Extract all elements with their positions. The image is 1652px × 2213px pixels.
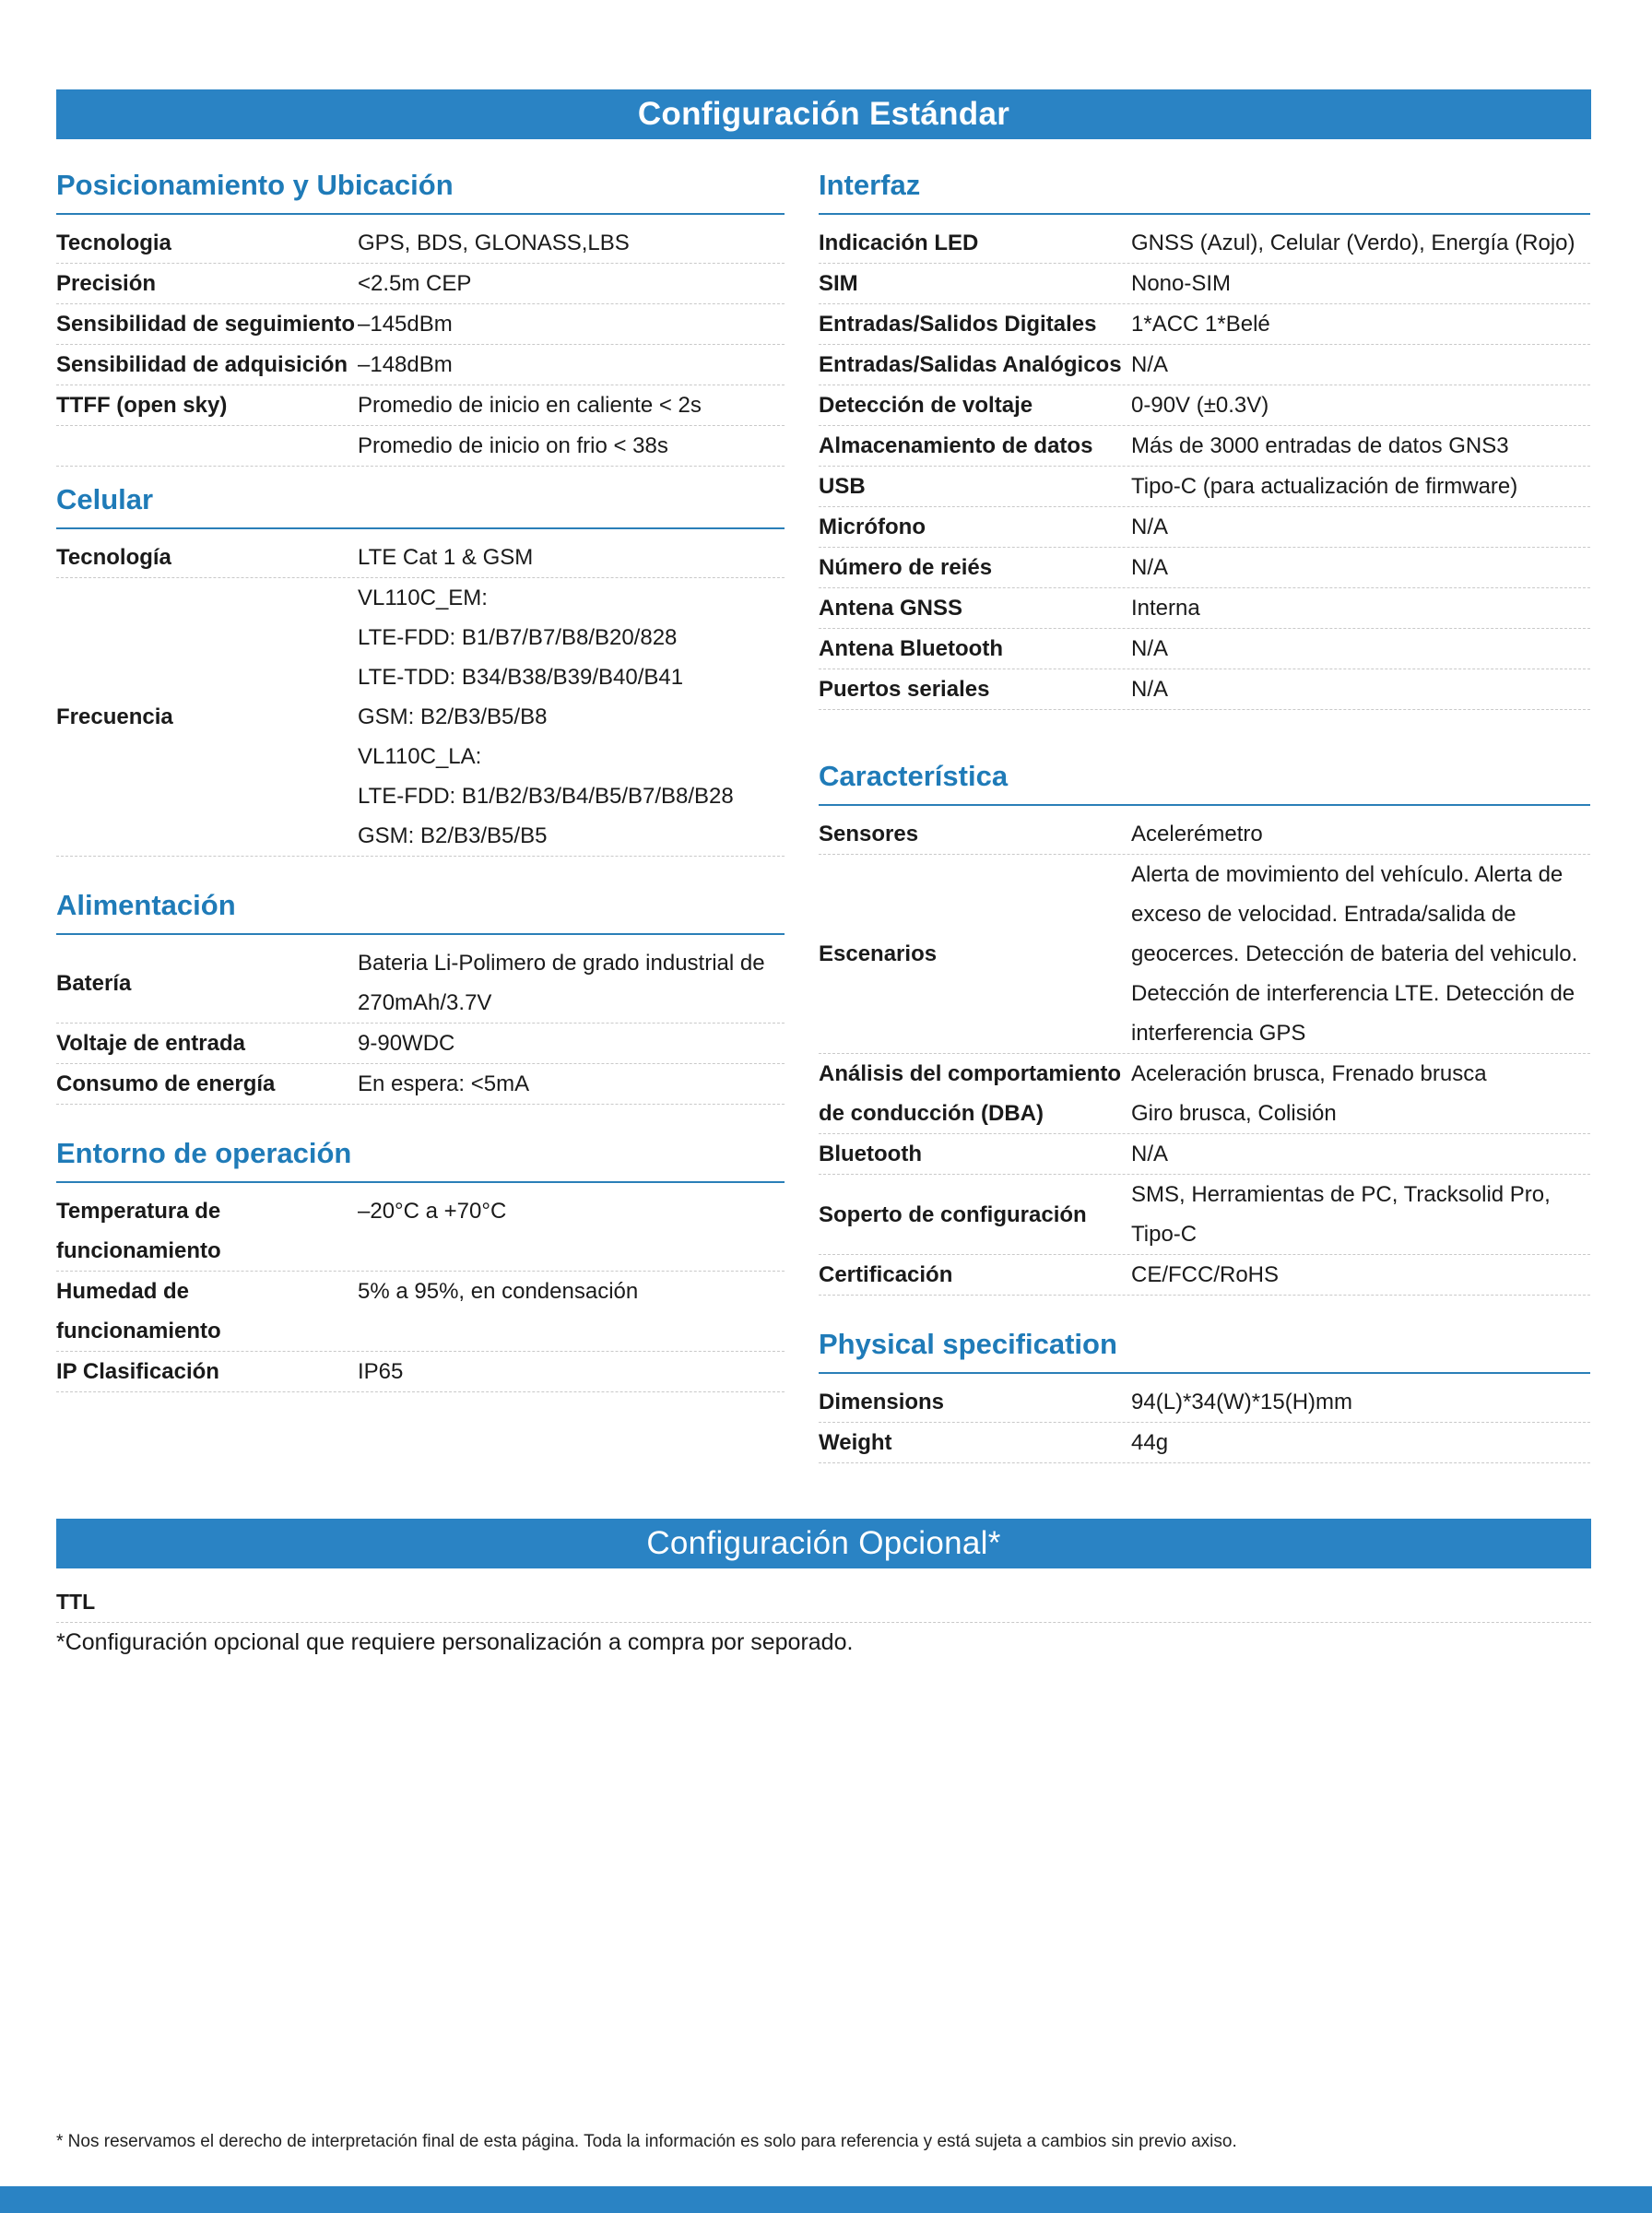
spec-value — [1131, 1054, 1590, 1133]
spec-value-line: GSM: B2/B3/B5/B8 — [358, 704, 548, 729]
spec-value-line: 270mAh/3.7V — [358, 990, 492, 1015]
spec-value — [1131, 855, 1590, 1053]
spec-row — [56, 304, 785, 345]
spec-value — [1131, 385, 1590, 425]
spec-value — [1131, 548, 1590, 587]
spec-value — [358, 1272, 785, 1351]
spec-row — [819, 669, 1590, 710]
spec-value-line: Giro brusca, Colisión — [1131, 1101, 1337, 1126]
bottom-bar — [0, 2186, 1652, 2213]
spec-value-line: IP65 — [358, 1359, 404, 1384]
spec-rows — [56, 538, 785, 857]
spec-value-line: N/A — [1131, 677, 1169, 702]
spec-label: Consumo de energía — [56, 1071, 276, 1096]
spec-row — [819, 385, 1590, 426]
spec-label: IP Clasificación — [56, 1359, 219, 1384]
section-title: Entorno de operación — [56, 1130, 785, 1183]
spec-row — [56, 223, 785, 264]
spec-label: Soperto de configuración — [819, 1201, 1087, 1227]
spec-value — [1131, 264, 1590, 303]
spec-row — [819, 426, 1590, 467]
spec-value — [358, 223, 785, 263]
spec-value-line: 94(L)*34(W)*15(H)mm — [1131, 1390, 1353, 1414]
spec-value-line: Nono-SIM — [1131, 271, 1232, 296]
spec-label: Voltaje de entrada — [56, 1031, 245, 1056]
spec-label: Bluetooth — [819, 1142, 922, 1166]
spec-value — [358, 304, 785, 344]
spec-label: Sensibilidad de adquisición — [56, 352, 348, 377]
spec-value — [358, 264, 785, 303]
optional-config-banner: Configuración Opcional* — [56, 1519, 1591, 1568]
spec-row — [819, 467, 1590, 507]
optional-item: TTL — [56, 1582, 1591, 1623]
spec-value — [1131, 588, 1590, 628]
spec-value-line: 44g — [1131, 1430, 1169, 1455]
spec-value-line: LTE-TDD: B34/B38/B39/B40/B41 — [358, 665, 684, 690]
spec-row — [819, 223, 1590, 264]
spec-value — [1131, 426, 1590, 466]
spec-row — [819, 304, 1590, 345]
spec-row — [56, 426, 785, 467]
spec-row — [819, 507, 1590, 548]
spec-value-line: Alerta de movimiento del vehículo. Alerta de — [1131, 862, 1564, 887]
spec-label: USB — [819, 474, 866, 499]
spec-row — [819, 264, 1590, 304]
spec-value-line: LTE-FDD: B1/B7/B7/B8/B20/828 — [358, 625, 678, 650]
spec-value — [1131, 467, 1590, 506]
section-title: Alimentación — [56, 882, 785, 935]
spec-label: Indicación LED — [819, 231, 979, 255]
spec-value — [1131, 814, 1590, 854]
spec-label: Sensibilidad de seguimiento — [56, 312, 356, 337]
spec-label: Tecnología — [56, 545, 171, 570]
spec-value — [358, 1352, 785, 1391]
spec-value — [1131, 345, 1590, 385]
section-alimentacion — [56, 882, 785, 1105]
spec-label: Tecnologia — [56, 231, 171, 255]
section-posicionamiento — [56, 161, 785, 467]
spec-label: Escenarios — [819, 941, 938, 966]
spec-value-line: VL110C_EM: — [358, 586, 488, 610]
spec-row — [56, 538, 785, 578]
spec-row — [819, 629, 1590, 669]
spec-value — [358, 385, 785, 425]
section-title: Posicionamiento y Ubicación — [56, 161, 785, 215]
spec-value — [1131, 1175, 1590, 1254]
spec-value — [1131, 669, 1590, 709]
spec-value-line: Aceleración brusca, Frenado brusca — [1131, 1061, 1487, 1086]
section-caracteristica — [819, 752, 1590, 1296]
spec-row — [819, 855, 1590, 1054]
spec-label: TTFF (open sky) — [56, 393, 228, 418]
spec-value — [1131, 629, 1590, 669]
section-physical — [819, 1320, 1590, 1463]
spec-value-line: Acelerémetro — [1131, 822, 1263, 846]
spec-row — [56, 1191, 785, 1272]
spec-value — [358, 1191, 785, 1271]
spec-row — [819, 588, 1590, 629]
spec-label: Almacenamiento de datos — [819, 433, 1093, 458]
spec-value — [358, 538, 785, 577]
spec-label: Sensores — [819, 822, 919, 846]
spec-row — [819, 1134, 1590, 1175]
spec-value — [358, 1024, 785, 1063]
spec-value-line: Promedio de inicio on frio < 38s — [358, 433, 668, 458]
spec-value-line: SMS, Herramientas de PC, Tracksolid Pro, Tipo-C — [1131, 1182, 1551, 1247]
section-celular — [56, 476, 785, 857]
spec-value-line: LTE Cat 1 & GSM — [358, 545, 534, 570]
spec-row — [56, 1024, 785, 1064]
spec-value-line: GSM: B2/B3/B5/B5 — [358, 823, 548, 848]
spec-row — [819, 548, 1590, 588]
spec-value-line: Interna — [1131, 596, 1200, 621]
spec-value — [358, 1064, 785, 1104]
spec-value-line: Detección de interferencia LTE. Detección de — [1131, 981, 1575, 1006]
spec-value — [1131, 1255, 1590, 1295]
spec-label: Antena Bluetooth — [819, 636, 1003, 661]
spec-value-line: N/A — [1131, 636, 1169, 661]
spec-rows — [819, 223, 1590, 710]
spec-label: Análisis del comportamiento de conducción (DBA) — [819, 1061, 1122, 1126]
spec-value-line: Bateria Li-Polimero de grado industrial de — [358, 951, 765, 976]
spec-value-line: 5% a 95%, en condensación — [358, 1279, 639, 1304]
spec-rows — [819, 1382, 1590, 1463]
spec-value — [1131, 507, 1590, 547]
spec-value-line: GNSS (Azul), Celular (Verdo), Energía (Rojo) — [1131, 231, 1575, 255]
spec-value-line: exceso de velocidad. Entrada/salida de — [1131, 902, 1516, 927]
section-interfaz — [819, 161, 1590, 710]
spec-value-line: 0-90V (±0.3V) — [1131, 393, 1269, 418]
spec-value-line: –145dBm — [358, 312, 453, 337]
spec-label: Entradas/Salidos Digitales — [819, 312, 1097, 337]
spec-label: Dimensions — [819, 1390, 945, 1414]
spec-row — [819, 345, 1590, 385]
spec-value — [358, 345, 785, 385]
spec-value — [1131, 1423, 1590, 1462]
spec-label: Detección de voltaje — [819, 393, 1033, 418]
optional-note: *Configuración opcional que requiere personalización a compra por seporado. — [56, 1629, 854, 1655]
spec-value-line: –148dBm — [358, 352, 453, 377]
spec-row — [56, 1064, 785, 1105]
spec-value-line: N/A — [1131, 555, 1169, 580]
spec-value — [358, 943, 785, 1023]
section-title: Interfaz — [819, 161, 1590, 215]
spec-value-line: VL110C_LA: — [358, 744, 482, 769]
spec-label: Micrófono — [819, 515, 926, 539]
spec-label: Batería — [56, 970, 132, 996]
spec-rows — [56, 943, 785, 1105]
spec-value-line: 9-90WDC — [358, 1031, 455, 1056]
spec-label: Puertos seriales — [819, 677, 990, 702]
spec-row — [56, 578, 785, 857]
spec-row — [819, 1175, 1590, 1255]
spec-row — [56, 1272, 785, 1352]
spec-label: Temperatura de funcionamiento — [56, 1199, 221, 1263]
footer-disclaimer: * Nos reservamos el derecho de interpretación final de esta página. Toda la información es solo para referencia y está sujeta a cambios sin previo axiso. — [56, 2132, 1237, 2151]
spec-label: Weight — [819, 1430, 892, 1455]
spec-value — [358, 426, 785, 466]
spec-label: Antena GNSS — [819, 596, 963, 621]
spec-value-line: –20°C a +70°C — [358, 1199, 507, 1224]
spec-value-line: 1*ACC 1*Belé — [1131, 312, 1270, 337]
spec-value-line: Más de 3000 entradas de datos GNS3 — [1131, 433, 1509, 458]
spec-label — [56, 426, 358, 466]
spec-label: Precisión — [56, 271, 157, 296]
spec-value-line: GPS, BDS, GLONASS,LBS — [358, 231, 630, 255]
right-column — [819, 161, 1590, 1463]
spec-row — [819, 1382, 1590, 1423]
left-column — [56, 161, 785, 1392]
spec-row — [56, 943, 785, 1024]
spec-value-line: N/A — [1131, 515, 1169, 539]
section-entorno — [56, 1130, 785, 1392]
spec-row — [819, 1054, 1590, 1134]
spec-row — [56, 345, 785, 385]
spec-label: SIM — [819, 271, 858, 296]
spec-value — [1131, 1382, 1590, 1422]
spec-row — [819, 1255, 1590, 1296]
spec-value — [1131, 1134, 1590, 1174]
spec-value — [1131, 304, 1590, 344]
spec-row — [56, 1352, 785, 1392]
spec-row — [56, 264, 785, 304]
spec-label: Humedad de funcionamiento — [56, 1279, 221, 1343]
spec-label: Entradas/Salidas Analógicos — [819, 352, 1122, 377]
spec-label: Frecuencia — [56, 704, 173, 729]
spec-value-line: Promedio de inicio en caliente < 2s — [358, 393, 702, 418]
spec-value — [1131, 223, 1590, 263]
spec-row — [56, 385, 785, 426]
spec-value-line: <2.5m CEP — [358, 271, 472, 296]
spec-value-line: interferencia GPS — [1131, 1021, 1306, 1046]
spec-value-line: Tipo-C (para actualización de firmware) — [1131, 474, 1518, 499]
spec-value-line: N/A — [1131, 1142, 1169, 1166]
standard-config-banner: Configuración Estándar — [56, 89, 1591, 139]
spec-label: Certificación — [819, 1262, 953, 1287]
section-title: Physical specification — [819, 1320, 1590, 1374]
spec-row — [819, 1423, 1590, 1463]
spec-rows — [56, 223, 785, 467]
spec-rows — [819, 814, 1590, 1296]
spec-value-line: geocerces. Detección de bateria del vehiculo. — [1131, 941, 1578, 966]
section-title: Característica — [819, 752, 1590, 806]
spec-label: Número de reiés — [819, 555, 993, 580]
spec-rows — [56, 1191, 785, 1392]
spec-value — [358, 578, 785, 856]
spec-value-line: CE/FCC/RoHS — [1131, 1262, 1280, 1287]
spec-value-line: En espera: <5mA — [358, 1071, 530, 1096]
spec-value-line: N/A — [1131, 352, 1169, 377]
spec-row — [819, 814, 1590, 855]
section-title: Celular — [56, 476, 785, 529]
spec-value-line: LTE-FDD: B1/B2/B3/B4/B5/B7/B8/B28 — [358, 784, 734, 809]
